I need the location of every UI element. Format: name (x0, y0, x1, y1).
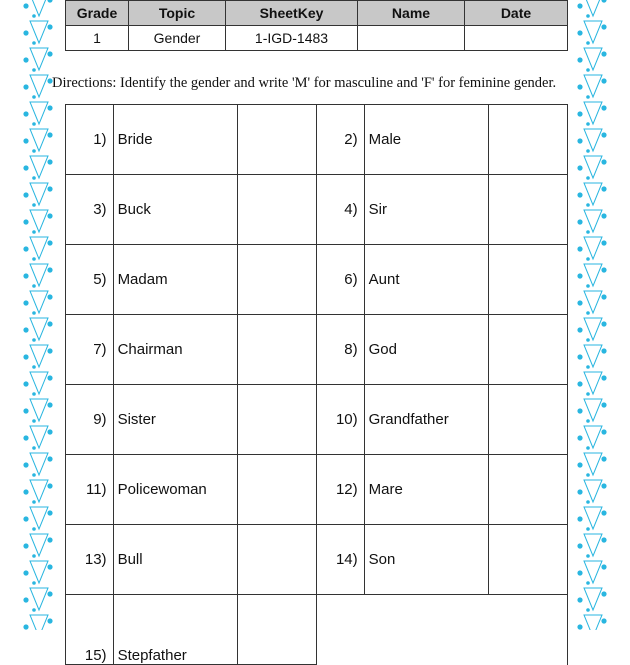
border-triangle (30, 615, 48, 630)
border-dot (23, 246, 28, 251)
border-triangle (584, 210, 602, 232)
border-dot (47, 429, 52, 434)
values-row (66, 26, 568, 51)
border-dot (586, 473, 590, 477)
border-dot (23, 327, 28, 332)
border-triangle (30, 183, 48, 205)
border-triangle (584, 291, 602, 313)
question-row (66, 385, 568, 455)
border-dot (47, 510, 52, 515)
question-number: 9) (66, 385, 114, 455)
border-dot (32, 14, 36, 18)
border-dot (586, 608, 590, 612)
border-dot (32, 176, 36, 180)
border-pattern (576, 0, 608, 630)
border-dot (601, 213, 606, 218)
border-dot (47, 294, 52, 299)
border-dot (601, 618, 606, 623)
question-number: 6) (317, 245, 365, 315)
border-dot (601, 0, 606, 3)
border-triangle (30, 534, 48, 556)
border-dot (601, 375, 606, 380)
border-dot (23, 435, 28, 440)
border-triangle (584, 561, 602, 583)
border-triangle (584, 372, 602, 394)
border-dot (577, 381, 582, 386)
border-dot (47, 24, 52, 29)
border-dot (32, 608, 36, 612)
question-word: Chairman (113, 315, 237, 385)
border-dot (47, 240, 52, 245)
decorative-border-right (576, 0, 608, 630)
border-dot (586, 41, 590, 45)
border-dot (23, 381, 28, 386)
answer-box[interactable] (488, 385, 567, 455)
border-dot (32, 149, 36, 153)
border-dot (32, 311, 36, 315)
border-dot (47, 348, 52, 353)
border-dot (32, 257, 36, 261)
question-row (66, 175, 568, 245)
border-triangle (584, 318, 602, 340)
border-dot (23, 192, 28, 197)
border-triangle (30, 426, 48, 448)
border-dot (601, 294, 606, 299)
border-dot (32, 230, 36, 234)
question-word: God (364, 315, 488, 385)
border-dot (47, 51, 52, 56)
answer-box[interactable] (237, 525, 316, 595)
border-dot (47, 213, 52, 218)
border-triangle (30, 210, 48, 232)
question-number: 3) (66, 175, 114, 245)
border-dot (47, 483, 52, 488)
header-grade: Grade (66, 1, 129, 26)
border-dot (601, 105, 606, 110)
answer-box[interactable] (488, 175, 567, 245)
border-dot (577, 246, 582, 251)
border-triangle (30, 21, 48, 43)
border-dot (577, 570, 582, 575)
question-word: Madam (113, 245, 237, 315)
question-number: 1) (66, 105, 114, 175)
border-dot (47, 564, 52, 569)
border-dot (586, 68, 590, 72)
border-dot (601, 510, 606, 515)
question-word: Policewoman (113, 455, 237, 525)
border-triangle (584, 453, 602, 475)
border-triangle (30, 156, 48, 178)
border-triangle (30, 561, 48, 583)
border-dot (23, 489, 28, 494)
border-triangle (584, 399, 602, 421)
border-dot (586, 419, 590, 423)
answer-box[interactable] (488, 525, 567, 595)
border-triangle (30, 264, 48, 286)
border-dot (577, 624, 582, 629)
border-triangle (30, 75, 48, 97)
answer-box[interactable] (237, 455, 316, 525)
border-triangle (584, 237, 602, 259)
border-dot (47, 159, 52, 164)
border-triangle (584, 102, 602, 124)
border-dot (32, 41, 36, 45)
border-dot (32, 500, 36, 504)
border-dot (32, 527, 36, 531)
border-dot (577, 57, 582, 62)
border-triangle (584, 48, 602, 70)
border-dot (577, 3, 582, 8)
border-triangle (584, 426, 602, 448)
border-dot (47, 456, 52, 461)
border-dot (586, 284, 590, 288)
question-word: Bull (113, 525, 237, 595)
border-triangle (30, 318, 48, 340)
question-word: Buck (113, 175, 237, 245)
date-field[interactable] (465, 26, 568, 51)
answer-box[interactable] (237, 105, 316, 175)
gender-question-grid (65, 104, 568, 665)
border-dot (23, 624, 28, 629)
worksheet-info-table (65, 0, 568, 51)
border-dot (577, 219, 582, 224)
question-row (66, 105, 568, 175)
border-dot (23, 354, 28, 359)
border-dot (586, 203, 590, 207)
border-dot (32, 473, 36, 477)
border-dot (577, 111, 582, 116)
header-date: Date (465, 1, 568, 26)
border-triangle (584, 615, 602, 630)
question-number: 10) (317, 385, 365, 455)
border-dot (32, 554, 36, 558)
border-triangle (584, 534, 602, 556)
answer-box[interactable] (488, 245, 567, 315)
question-word: Grandfather (364, 385, 488, 455)
border-dot (586, 554, 590, 558)
border-dot (577, 489, 582, 494)
border-dot (47, 375, 52, 380)
question-row (66, 525, 568, 595)
answer-box[interactable] (237, 315, 316, 385)
border-dot (601, 429, 606, 434)
border-dot (586, 122, 590, 126)
question-number: 7) (66, 315, 114, 385)
border-dot (601, 456, 606, 461)
answer-box[interactable] (488, 105, 567, 175)
border-triangle (30, 237, 48, 259)
border-dot (601, 240, 606, 245)
border-dot (601, 78, 606, 83)
border-dot (577, 300, 582, 305)
border-dot (23, 543, 28, 548)
border-dot (577, 165, 582, 170)
border-triangle (30, 399, 48, 421)
question-number: 5) (66, 245, 114, 315)
question-word: Mare (364, 455, 488, 525)
border-dot (601, 564, 606, 569)
border-dot (32, 338, 36, 342)
border-dot (23, 84, 28, 89)
question-number: 11) (66, 455, 114, 525)
border-dot (577, 354, 582, 359)
border-dot (47, 402, 52, 407)
border-triangle (584, 183, 602, 205)
border-dot (23, 3, 28, 8)
border-dot (577, 273, 582, 278)
directions-text: Directions: Identify the gender and write 'M' for masculine and 'F' for feminine gender. (52, 75, 557, 91)
border-dot (601, 402, 606, 407)
border-dot (577, 597, 582, 602)
border-triangle (584, 129, 602, 151)
border-dot (32, 203, 36, 207)
border-dot (601, 186, 606, 191)
name-field[interactable] (358, 26, 465, 51)
question-number: 2) (317, 105, 365, 175)
border-dot (47, 105, 52, 110)
header-name: Name (358, 1, 465, 26)
border-dot (32, 122, 36, 126)
border-dot (577, 516, 582, 521)
border-dot (23, 300, 28, 305)
question-number: 12) (317, 455, 365, 525)
question-number: 8) (317, 315, 365, 385)
border-triangle (30, 372, 48, 394)
border-dot (586, 446, 590, 450)
question-number: 4) (317, 175, 365, 245)
question-number: 14) (317, 525, 365, 595)
border-dot (586, 257, 590, 261)
border-dot (601, 483, 606, 488)
border-dot (23, 138, 28, 143)
border-dot (601, 267, 606, 272)
border-dot (601, 591, 606, 596)
header-row (66, 1, 568, 26)
border-dot (23, 462, 28, 467)
border-dot (32, 581, 36, 585)
border-triangle (30, 507, 48, 529)
question-word: Sir (364, 175, 488, 245)
border-dot (601, 537, 606, 542)
question-word: Male (364, 105, 488, 175)
border-dot (32, 392, 36, 396)
border-dot (23, 57, 28, 62)
answer-box[interactable] (237, 385, 316, 455)
border-dot (23, 165, 28, 170)
border-triangle (584, 480, 602, 502)
question-number: 15) (66, 595, 114, 665)
border-dot (23, 408, 28, 413)
border-triangle (30, 345, 48, 367)
border-dot (47, 591, 52, 596)
border-dot (32, 284, 36, 288)
border-triangle (30, 0, 48, 16)
border-dot (586, 581, 590, 585)
border-dot (586, 95, 590, 99)
border-triangle (584, 588, 602, 610)
border-dot (47, 618, 52, 623)
border-dot (601, 321, 606, 326)
question-row (66, 315, 568, 385)
border-dot (577, 30, 582, 35)
border-dot (577, 192, 582, 197)
border-triangle (30, 588, 48, 610)
border-triangle (30, 453, 48, 475)
header-topic: Topic (129, 1, 226, 26)
sheetkey-value: 1-IGD-1483 (226, 26, 358, 51)
border-dot (601, 159, 606, 164)
question-word: Bride (113, 105, 237, 175)
border-dot (577, 543, 582, 548)
border-dot (47, 0, 52, 3)
question-word: Sister (113, 385, 237, 455)
border-dot (586, 365, 590, 369)
answer-box[interactable] (237, 175, 316, 245)
topic-value: Gender (129, 26, 226, 51)
border-triangle (584, 75, 602, 97)
border-dot (586, 14, 590, 18)
border-triangle (30, 102, 48, 124)
border-dot (23, 111, 28, 116)
border-triangle (584, 345, 602, 367)
question-word: Stepfather (113, 595, 237, 665)
border-dot (601, 24, 606, 29)
border-dot (23, 516, 28, 521)
question-number: 13) (66, 525, 114, 595)
border-dot (32, 446, 36, 450)
border-triangle (30, 291, 48, 313)
border-pattern (22, 0, 54, 630)
border-dot (577, 462, 582, 467)
border-triangle (30, 480, 48, 502)
question-word: Son (364, 525, 488, 595)
border-triangle (584, 0, 602, 16)
border-dot (23, 219, 28, 224)
border-triangle (30, 129, 48, 151)
border-dot (32, 365, 36, 369)
border-dot (47, 321, 52, 326)
border-triangle (584, 156, 602, 178)
border-dot (577, 138, 582, 143)
border-triangle (584, 507, 602, 529)
border-dot (577, 408, 582, 413)
border-triangle (30, 48, 48, 70)
grade-value: 1 (66, 26, 129, 51)
border-dot (586, 500, 590, 504)
border-dot (586, 527, 590, 531)
border-dot (23, 597, 28, 602)
answer-box[interactable] (237, 245, 316, 315)
question-row (66, 245, 568, 315)
decorative-border-left (22, 0, 54, 630)
border-dot (586, 149, 590, 153)
border-dot (23, 273, 28, 278)
border-dot (586, 311, 590, 315)
border-dot (47, 132, 52, 137)
border-dot (586, 338, 590, 342)
answer-box[interactable] (488, 455, 567, 525)
border-triangle (584, 21, 602, 43)
border-dot (601, 348, 606, 353)
border-dot (586, 176, 590, 180)
header-sheetkey: SheetKey (226, 1, 358, 26)
border-dot (32, 68, 36, 72)
border-dot (586, 392, 590, 396)
border-dot (47, 537, 52, 542)
border-dot (601, 51, 606, 56)
border-dot (47, 267, 52, 272)
border-dot (47, 186, 52, 191)
question-word: Aunt (364, 245, 488, 315)
border-dot (577, 327, 582, 332)
border-dot (23, 570, 28, 575)
question-row (66, 455, 568, 525)
border-dot (23, 30, 28, 35)
answer-box[interactable] (488, 315, 567, 385)
border-dot (32, 95, 36, 99)
border-triangle (584, 264, 602, 286)
border-dot (32, 419, 36, 423)
border-dot (577, 435, 582, 440)
border-dot (601, 132, 606, 137)
border-dot (586, 230, 590, 234)
